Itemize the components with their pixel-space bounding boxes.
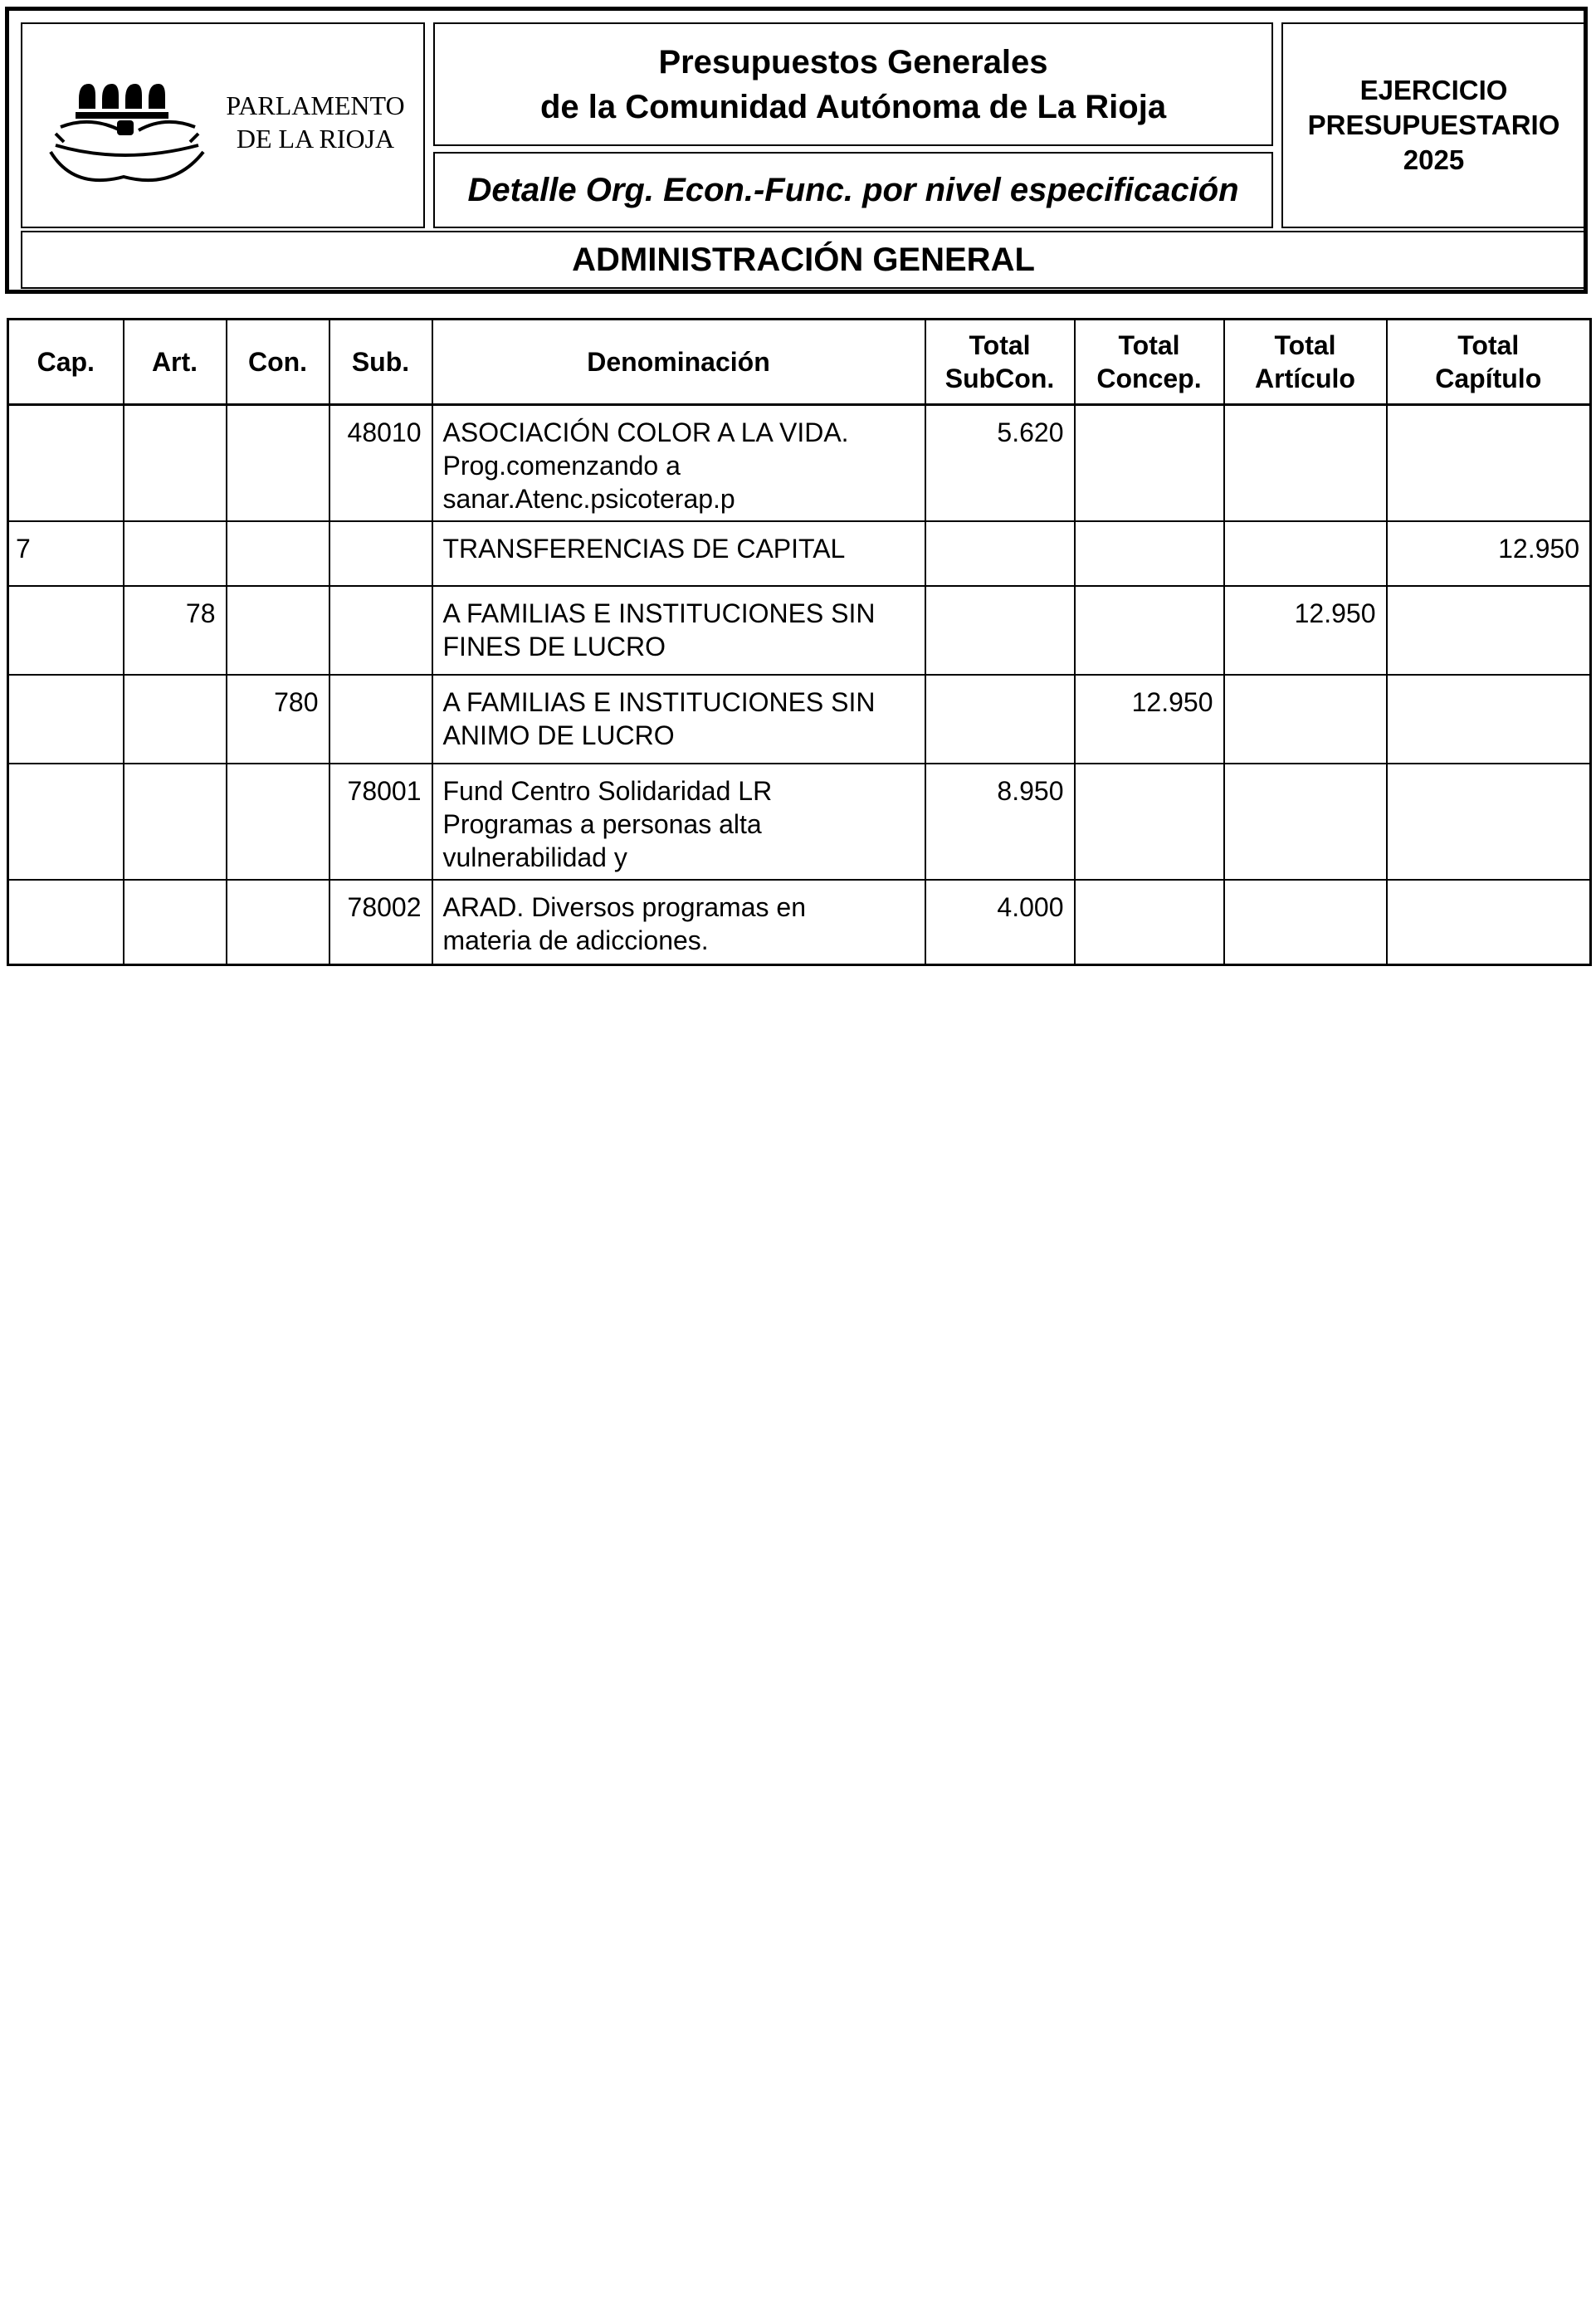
header-label-line: Total	[1274, 330, 1336, 360]
denominacion-cell	[432, 880, 925, 964]
denominacion-line: ASOCIACIÓN COLOR A LA VIDA.	[442, 417, 849, 447]
cap-cell	[8, 675, 124, 764]
denominacion-line: TRANSFERENCIAS DE CAPITAL	[442, 534, 846, 564]
header-label-line: Total	[969, 330, 1031, 360]
denominacion-line: Programas a personas alta	[442, 809, 762, 839]
year-line-2: PRESUPUESTARIO	[1307, 110, 1560, 140]
budget-table	[7, 318, 1592, 966]
logo-box	[21, 22, 425, 228]
total-concep-cell	[1075, 880, 1224, 964]
table-body	[8, 405, 1591, 965]
con-cell	[227, 764, 329, 880]
con-cell: 780	[227, 675, 329, 764]
total-concep-cell	[1075, 586, 1224, 675]
con-cell	[227, 405, 329, 522]
total-capitulo-cell: 12.950	[1387, 521, 1591, 586]
header-label-line: Concep.	[1096, 364, 1202, 393]
cap-cell: 7	[8, 521, 124, 586]
table-row	[8, 880, 1591, 964]
total-capitulo-cell	[1387, 764, 1591, 880]
denominacion-cell	[432, 764, 925, 880]
total-articulo-cell	[1224, 405, 1387, 522]
denominacion-line: ANIMO DE LUCRO	[442, 720, 675, 750]
total-concep-cell: 12.950	[1075, 675, 1224, 764]
document-title	[433, 22, 1273, 146]
cap-cell	[8, 880, 124, 964]
table-row	[8, 764, 1591, 880]
art-cell	[124, 521, 227, 586]
total-articulo-cell	[1224, 880, 1387, 964]
denominacion-line: Fund Centro Solidaridad LR	[442, 776, 773, 806]
con-cell	[227, 521, 329, 586]
denominacion-line: ARAD. Diversos programas en	[442, 892, 806, 922]
total-concep-cell	[1075, 405, 1224, 522]
denominacion-cell	[432, 675, 925, 764]
cap-cell	[8, 405, 124, 522]
column-header-denominacion: Denominación	[432, 320, 925, 405]
total-capitulo-cell	[1387, 586, 1591, 675]
denominacion-cell	[432, 405, 925, 522]
column-header-total-capitulo	[1387, 320, 1591, 405]
art-cell	[124, 405, 227, 522]
art-cell	[124, 764, 227, 880]
year-line-3: 2025	[1403, 144, 1465, 175]
year-line-1: EJERCICIO	[1359, 75, 1508, 105]
document-header	[5, 7, 1588, 294]
sub-cell	[329, 675, 432, 764]
total-subcon-cell	[925, 521, 1075, 586]
sub-cell: 48010	[329, 405, 432, 522]
table-header-row	[8, 320, 1591, 405]
column-header-sub: Sub.	[329, 320, 432, 405]
total-subcon-cell: 5.620	[925, 405, 1075, 522]
total-concep-cell	[1075, 764, 1224, 880]
document-subtitle: Detalle Org. Econ.-Func. por nivel especificación	[433, 152, 1273, 228]
column-header-total-subcon	[925, 320, 1075, 405]
total-articulo-cell: 12.950	[1224, 586, 1387, 675]
table-row	[8, 521, 1591, 586]
sub-cell	[329, 521, 432, 586]
table-row	[8, 675, 1591, 764]
denominacion-line: materia de adicciones.	[442, 925, 709, 955]
cap-cell	[8, 586, 124, 675]
total-subcon-cell: 8.950	[925, 764, 1075, 880]
art-cell	[124, 880, 227, 964]
denominacion-line: A FAMILIAS E INSTITUCIONES SIN	[442, 598, 876, 628]
cap-cell	[8, 764, 124, 880]
art-cell: 78	[124, 586, 227, 675]
column-header-total-articulo	[1224, 320, 1387, 405]
con-cell	[227, 880, 329, 964]
table-row	[8, 586, 1591, 675]
header-label-line: Capítulo	[1435, 364, 1542, 393]
total-subcon-cell	[925, 586, 1075, 675]
art-cell	[124, 675, 227, 764]
denominacion-line: vulnerabilidad y	[442, 842, 627, 872]
total-articulo-cell	[1224, 764, 1387, 880]
con-cell	[227, 586, 329, 675]
total-capitulo-cell	[1387, 675, 1591, 764]
header-label-line: Total	[1457, 330, 1520, 360]
sub-cell: 78002	[329, 880, 432, 964]
column-header-cap: Cap.	[8, 320, 124, 405]
header-label-line: SubCon.	[944, 364, 1055, 393]
column-header-art: Art.	[124, 320, 227, 405]
title-line-2: de la Comunidad Autónoma de La Rioja	[539, 88, 1167, 125]
total-articulo-cell	[1224, 675, 1387, 764]
total-articulo-cell	[1224, 521, 1387, 586]
parliament-emblem-icon	[41, 66, 215, 190]
logo-line-2: DE LA RIOJA	[236, 124, 395, 154]
total-subcon-cell: 4.000	[925, 880, 1075, 964]
denominacion-cell	[432, 521, 925, 586]
sub-cell: 78001	[329, 764, 432, 880]
total-capitulo-cell	[1387, 405, 1591, 522]
header-label-line: Artículo	[1255, 364, 1355, 393]
parliament-name	[212, 89, 419, 155]
logo-line-1: PARLAMENTO	[226, 90, 405, 120]
denominacion-line: sanar.Atenc.psicoterap.p	[442, 484, 735, 514]
title-line-1: Presupuestos Generales	[658, 43, 1048, 81]
column-header-con: Con.	[227, 320, 329, 405]
denominacion-line: FINES DE LUCRO	[442, 632, 666, 661]
sub-cell	[329, 586, 432, 675]
denominacion-line: A FAMILIAS E INSTITUCIONES SIN	[442, 687, 876, 717]
table-row	[8, 405, 1591, 522]
fiscal-year-box	[1281, 22, 1586, 228]
denominacion-cell	[432, 586, 925, 675]
column-header-total-concep	[1075, 320, 1224, 405]
total-subcon-cell	[925, 675, 1075, 764]
denominacion-line: Prog.comenzando a	[442, 451, 681, 481]
total-capitulo-cell	[1387, 880, 1591, 964]
header-label-line: Total	[1118, 330, 1180, 360]
section-title: ADMINISTRACIÓN GENERAL	[21, 231, 1586, 289]
total-concep-cell	[1075, 521, 1224, 586]
